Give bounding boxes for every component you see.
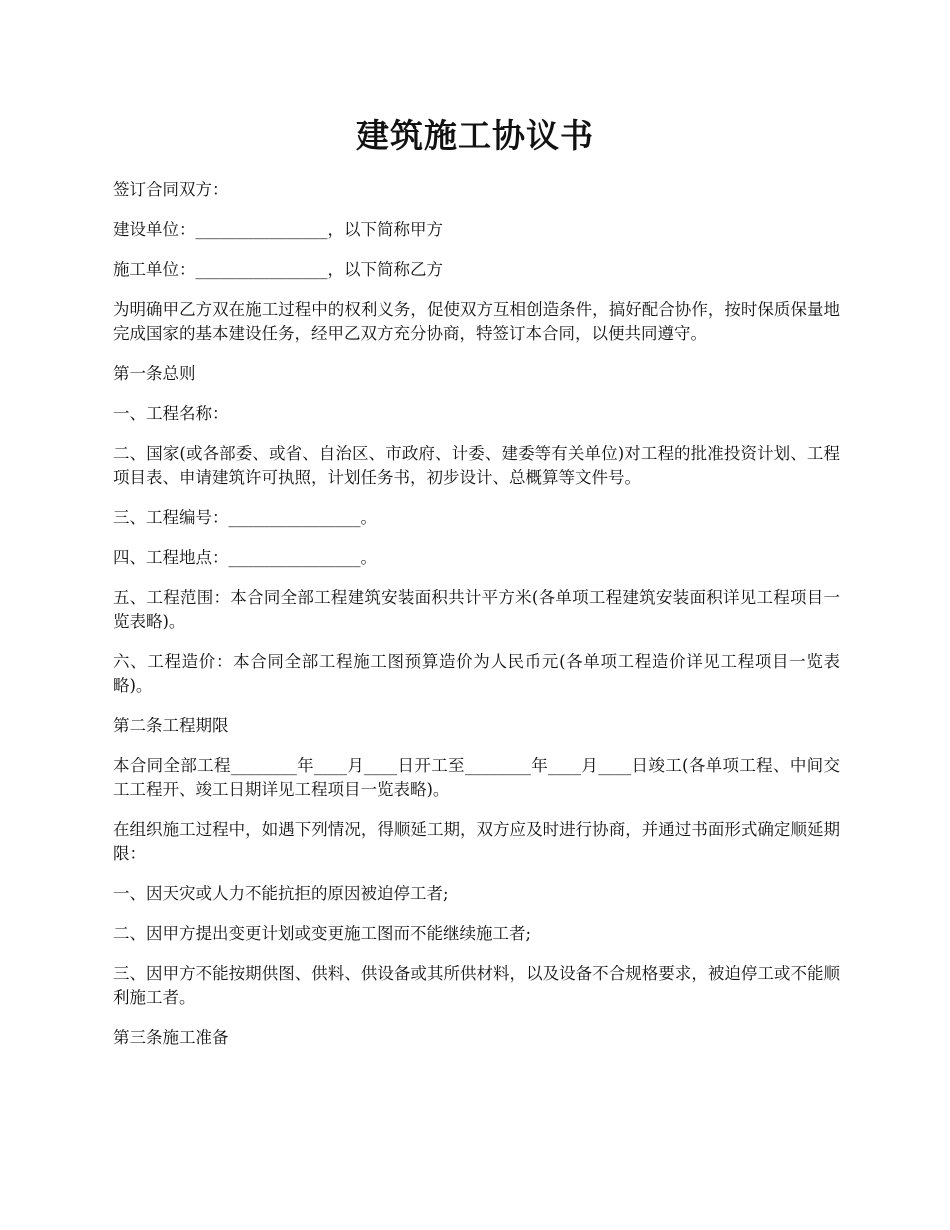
article-1-heading: 第一条总则 <box>113 364 196 383</box>
article-1-item-6: 六、工程造价：本合同全部工程施工图预算造价为人民币元(各单项工程造价详见工程项目一览表略)。 <box>113 652 840 695</box>
article-1-item-5: 五、工程范围：本合同全部工程建筑安装面积共计平方米(各单项工程建筑安装面积详见工程项目一览表略)。 <box>113 588 840 631</box>
preamble-paragraph: 为明确甲乙方双在施工过程中的权利义务，促使双方互相创造条件，搞好配合协作，按时保质保量地完成国家的基本建设任务，经甲乙双方充分协商，特签订本合同，以便共同遵守。 <box>113 300 840 343</box>
article-2-extension-intro: 在组织施工过程中，如遇下列情况，得顺延工期，双方应及时进行协商，并通过书面形式确定顺延期限： <box>113 820 840 863</box>
article-1-item-1: 一、工程名称： <box>113 404 229 423</box>
article-2-heading: 第二条工程期限 <box>113 716 229 735</box>
article-2-item-2: 二、因甲方提出变更计划或变更施工图而不能继续施工者; <box>113 924 532 943</box>
party-b-line: 施工单位：________________，以下简称乙方 <box>113 260 443 279</box>
document-title: 建筑施工协议书 <box>356 116 594 155</box>
parties-heading: 签订合同双方： <box>113 180 229 199</box>
article-2-item-1: 一、因天灾或人力不能抗拒的原因被迫停工者; <box>113 884 449 903</box>
article-1-item-3: 三、工程编号：________________。 <box>113 508 377 527</box>
document-body <box>113 178 840 1066</box>
article-1-item-4: 四、工程地点：________________。 <box>113 548 377 567</box>
article-1-item-2: 二、国家(或各部委、或省、自治区、市政府、计委、建委等有关单位)对工程的批准投资计划、工程项目表、申请建筑许可执照，计划任务书，初步设计、总概算等文件号。 <box>113 444 840 487</box>
party-a-line: 建设单位：________________，以下简称甲方 <box>113 220 443 239</box>
article-2-item-3: 三、因甲方不能按期供图、供料、供设备或其所供材料，以及设备不合规格要求，被迫停工或不能顺利施工者。 <box>113 964 840 1007</box>
article-2-schedule: 本合同全部工程________年____月____日开工至________年____月____日竣工(各单项工程、中间交工工程开、竣工日期详见工程项目一览表略)。 <box>113 756 840 799</box>
article-3-heading: 第三条施工准备 <box>113 1028 229 1047</box>
